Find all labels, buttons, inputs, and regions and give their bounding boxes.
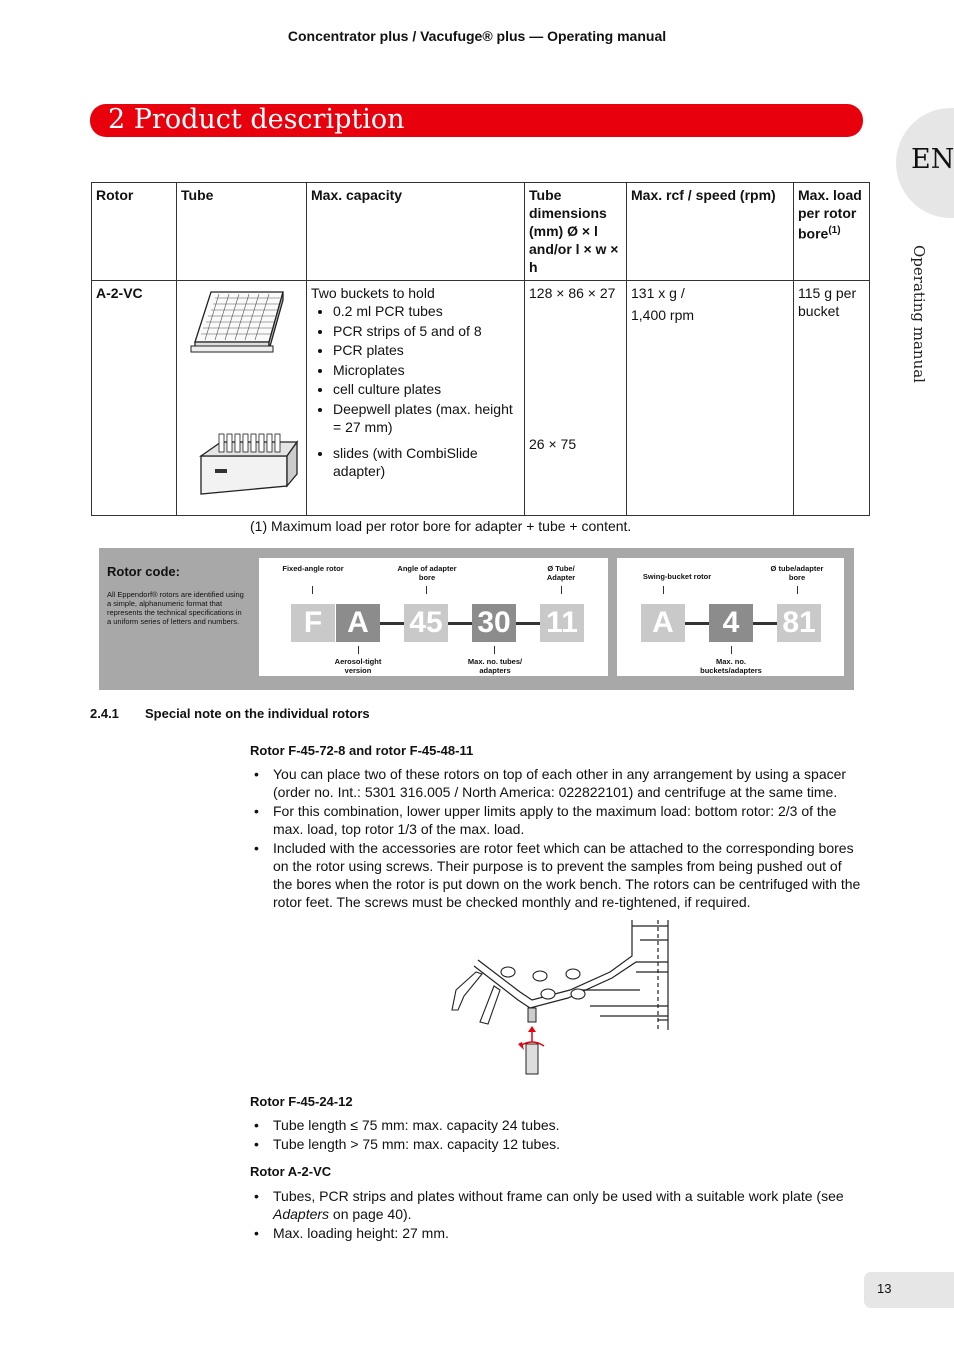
combislide-adapter-icon: [201, 434, 297, 494]
table-footnote: (1) Maximum load per rotor bore for adapter + tube + content.: [250, 518, 632, 534]
code-label-swing-bucket: Swing-bucket rotor: [642, 572, 712, 581]
side-margin-label: [910, 245, 950, 405]
capacity-list-slides: [311, 444, 520, 480]
pcr-plate-icon: [191, 292, 283, 352]
footnote-ref: (1): [828, 225, 841, 236]
col-header-rcf: Max. rcf / speed (rpm): [627, 183, 794, 281]
code-label-max-tubes: Max. no. tubes/ adapters: [467, 657, 523, 675]
code-glyph: A: [336, 604, 380, 642]
dimension-slides: 26 × 75: [529, 436, 577, 452]
list-item-text: on page 40).: [329, 1206, 412, 1222]
list-item: • You can place two of these rotors on top of each other in any arrangement by using a spacer (order no. Int.: 5301 316.005 / North America: 022822101) and centrifuge at the same time.: [250, 765, 862, 801]
capacity-cell: [307, 281, 525, 516]
capacity-item: • PCR strips of 5 and of 8: [333, 322, 520, 340]
capacity-item: • 0.2 ml PCR tubes: [333, 302, 520, 320]
dimensions-cell: [525, 281, 627, 516]
capacity-item: • Deepwell plates (max. height = 27 mm): [333, 400, 520, 436]
code-glyph: 11: [540, 604, 584, 642]
rotor-spec-table: [91, 182, 870, 516]
swing-bucket-code-box: [617, 558, 844, 676]
fixed-angle-code-box: [259, 558, 608, 676]
running-header: Concentrator plus / Vacufuge® plus — Operating manual: [287, 28, 667, 44]
list-item: • Tube length ≤ 75 mm: max. capacity 24 tubes.: [250, 1116, 862, 1134]
capacity-item: • Microplates: [333, 361, 520, 379]
col-header-rotor: Rotor: [92, 183, 177, 281]
language-tab: [896, 108, 954, 218]
section-title: Special note on the individual rotors: [145, 706, 370, 721]
rotor-a2vc-notes: [250, 1187, 862, 1243]
list-item: • Included with the accessories are rotor feet which can be attached to the corresponding bores on the rotor using screws. Their purpose is to prevent the samples from being pushed out of the bores when the rotor is put down on the work bench. The rotors can be centrifuged with the rotor feet. The screws must be checked monthly and re-tightened, if required.: [250, 839, 862, 911]
capacity-item: • cell culture plates: [333, 380, 520, 398]
rotor-feet-illustration: [440, 920, 675, 1080]
side-label-text: Operating manual: [910, 245, 928, 383]
max-load-cell: 115 g per bucket: [794, 281, 870, 516]
page-number: 13: [877, 1281, 892, 1296]
list-item: [250, 1187, 862, 1223]
rotor-code-panel: [99, 548, 854, 690]
code-glyph: A: [641, 604, 685, 642]
rcf-cell: [627, 281, 794, 516]
code-glyph: 4: [709, 604, 753, 642]
section-number: 2.4.1: [90, 706, 119, 721]
code-label-bore-diameter: Ø tube/adapter bore: [770, 564, 824, 582]
adapters-link[interactable]: Adapters: [273, 1206, 330, 1222]
rotor-code-title: Rotor code:: [107, 564, 180, 579]
code-label-angle: Angle of adapter bore: [397, 564, 457, 582]
page-number-tab: [864, 1272, 954, 1308]
heading-rotor-a2vc: Rotor A-2-VC: [250, 1164, 332, 1179]
code-glyph: F: [291, 604, 335, 642]
code-label-tube-diameter: Ø Tube/ Adapter: [546, 564, 576, 582]
col-header-dimensions: Tube dimensions (mm) Ø × l and/or l × w × h: [525, 183, 627, 281]
list-item: • Max. loading height: 27 mm.: [250, 1224, 862, 1242]
chapter-title: 2 Product description: [108, 104, 405, 135]
capacity-item: • slides (with CombiSlide adapter): [333, 444, 520, 480]
rotor-code-description: All Eppendorf® rotors are identified using a simple, alphanumeric format that represents the technical specifications in a uniform series of letters and numbers.: [107, 590, 244, 626]
speed-value: 1,400 rpm: [631, 307, 695, 323]
code-label-aerosol: Aerosol-tight version: [334, 657, 382, 675]
tube-image-cell: [177, 281, 307, 516]
col-header-tube: Tube: [177, 183, 307, 281]
language-code: EN: [911, 144, 954, 175]
capacity-list: [311, 302, 520, 436]
code-label-max-buckets: Max. no. buckets/adapters: [700, 657, 762, 675]
heading-rotor-f45-24: Rotor F-45-24-12: [250, 1094, 353, 1109]
chapter-title-bar: [90, 104, 863, 137]
rcf-value: 131 x g /: [631, 285, 685, 301]
heading-rotor-f45-72: Rotor F-45-72-8 and rotor F-45-48-11: [250, 743, 474, 758]
col-header-capacity: Max. capacity: [307, 183, 525, 281]
capacity-item: • PCR plates: [333, 341, 520, 359]
dimension-plates: 128 × 86 × 27: [529, 285, 616, 301]
rotor-name-cell: A-2-VC: [92, 281, 177, 516]
rotor-foot-screw: [518, 1008, 544, 1074]
max-load-header-text: Max. load per rotor bore: [798, 187, 862, 242]
col-header-max-load: [794, 183, 870, 281]
rotor-f45-72-notes: [250, 765, 862, 912]
code-glyph: 30: [472, 604, 516, 642]
code-label-fixed-angle: Fixed-angle rotor: [282, 564, 344, 573]
capacity-intro: Two buckets to hold: [311, 285, 435, 301]
list-item: • For this combination, lower upper limits apply to the maximum load: bottom rotor: 2/3 of the max. load, top rotor 1/3 of the max. load.: [250, 802, 862, 838]
code-glyph: 81: [777, 604, 821, 642]
rotor-f45-24-notes: [250, 1116, 862, 1154]
list-item: • Tube length > 75 mm: max. capacity 12 tubes.: [250, 1135, 862, 1153]
code-glyph: 45: [404, 604, 448, 642]
list-item-text: Tubes, PCR strips and plates without frame can only be used with a suitable work plate (see: [273, 1188, 844, 1204]
pcr-plate-illustration: [181, 284, 299, 504]
